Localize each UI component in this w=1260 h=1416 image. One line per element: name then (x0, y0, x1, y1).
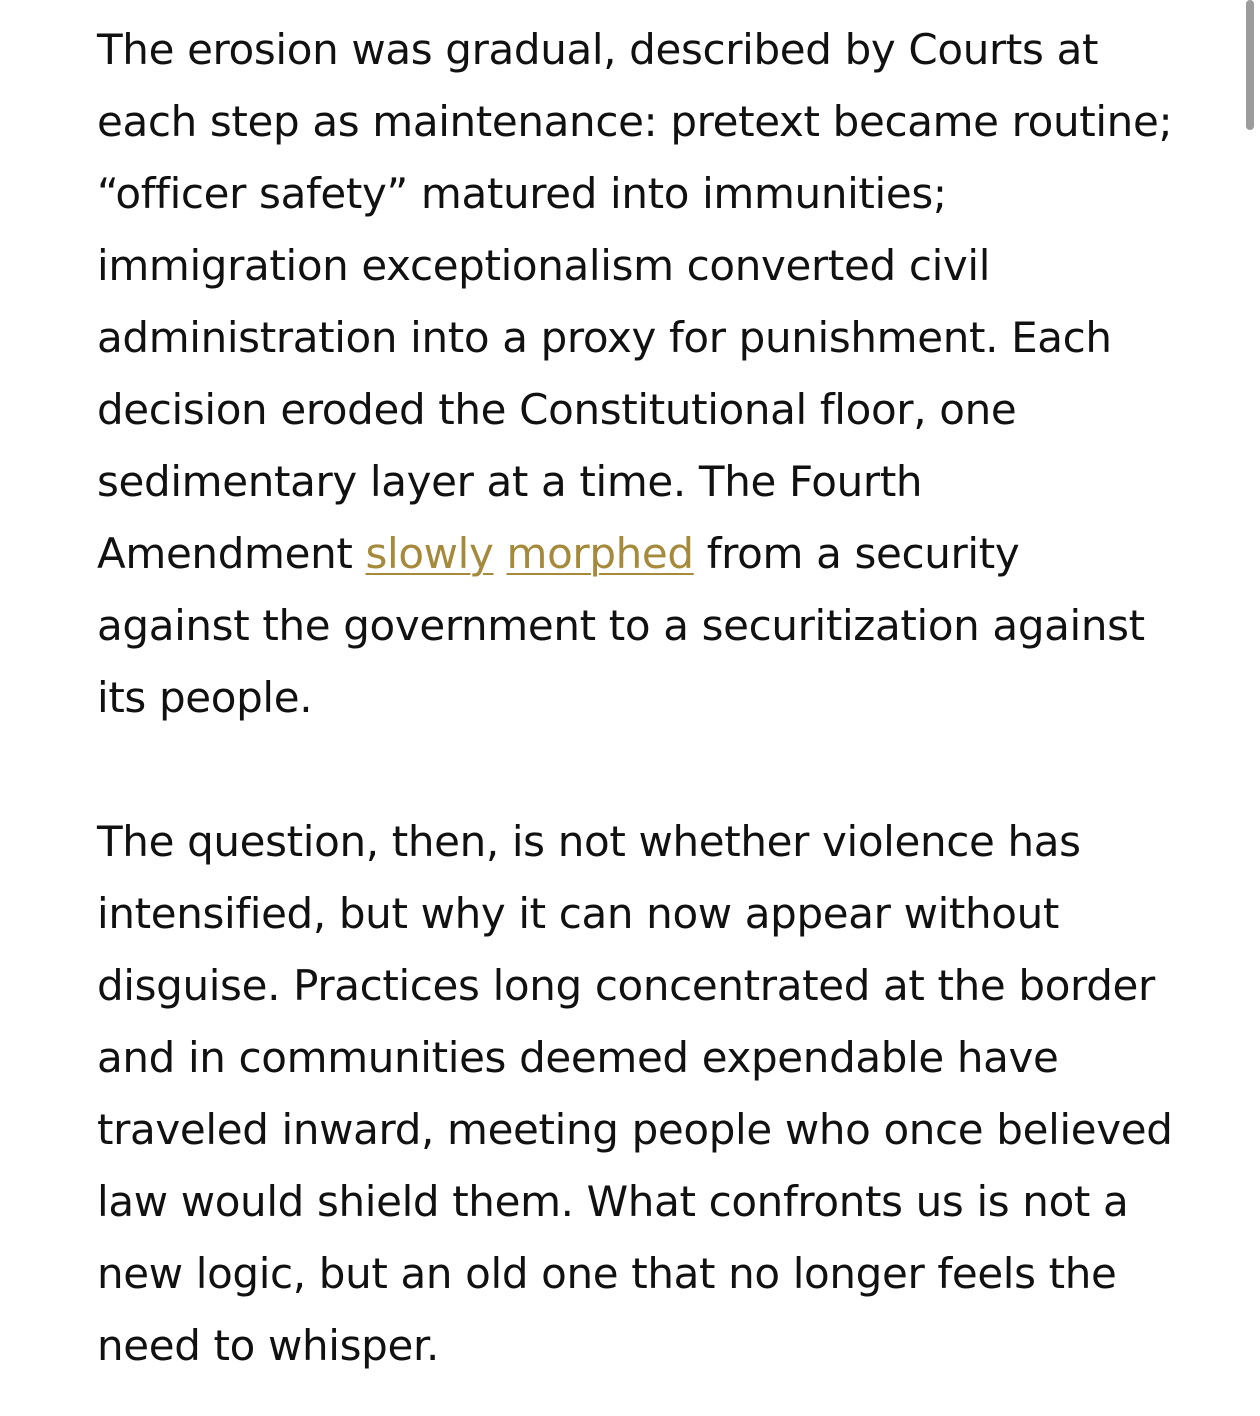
link-slowly[interactable]: slowly (365, 529, 494, 578)
link-separator (494, 529, 507, 578)
scrollbar[interactable] (1240, 0, 1260, 1416)
paragraph-question: The question, then, is not whether violence has intensified, but why it can now appear without disguise. Practices long concentrated at the border and in communities deemed expendable have traveled inward, meeting people who once believed law would shield them. What confronts us is not a new logic, but an old one that no longer feels the need to whisper. (97, 817, 1173, 1370)
scrollbar-thumb[interactable] (1246, 0, 1254, 130)
article-body (97, 14, 1177, 1416)
paragraph-erosion-text: The erosion was gradual, described by Courts at each step as maintenance: pretext became routine; “officer safety” matured into immunities; immigration exceptionalism converted civil administration into a proxy for punishment. Each decision eroded the Constitutional floor, one sedimentary layer at a time. The Fourth Amendment (97, 25, 1173, 578)
paragraph-erosion-text-end: from a security against the government to a securitization against its people. (97, 529, 1145, 722)
paragraph-erosion (97, 14, 1177, 734)
link-morphed[interactable]: morphed (506, 529, 694, 578)
